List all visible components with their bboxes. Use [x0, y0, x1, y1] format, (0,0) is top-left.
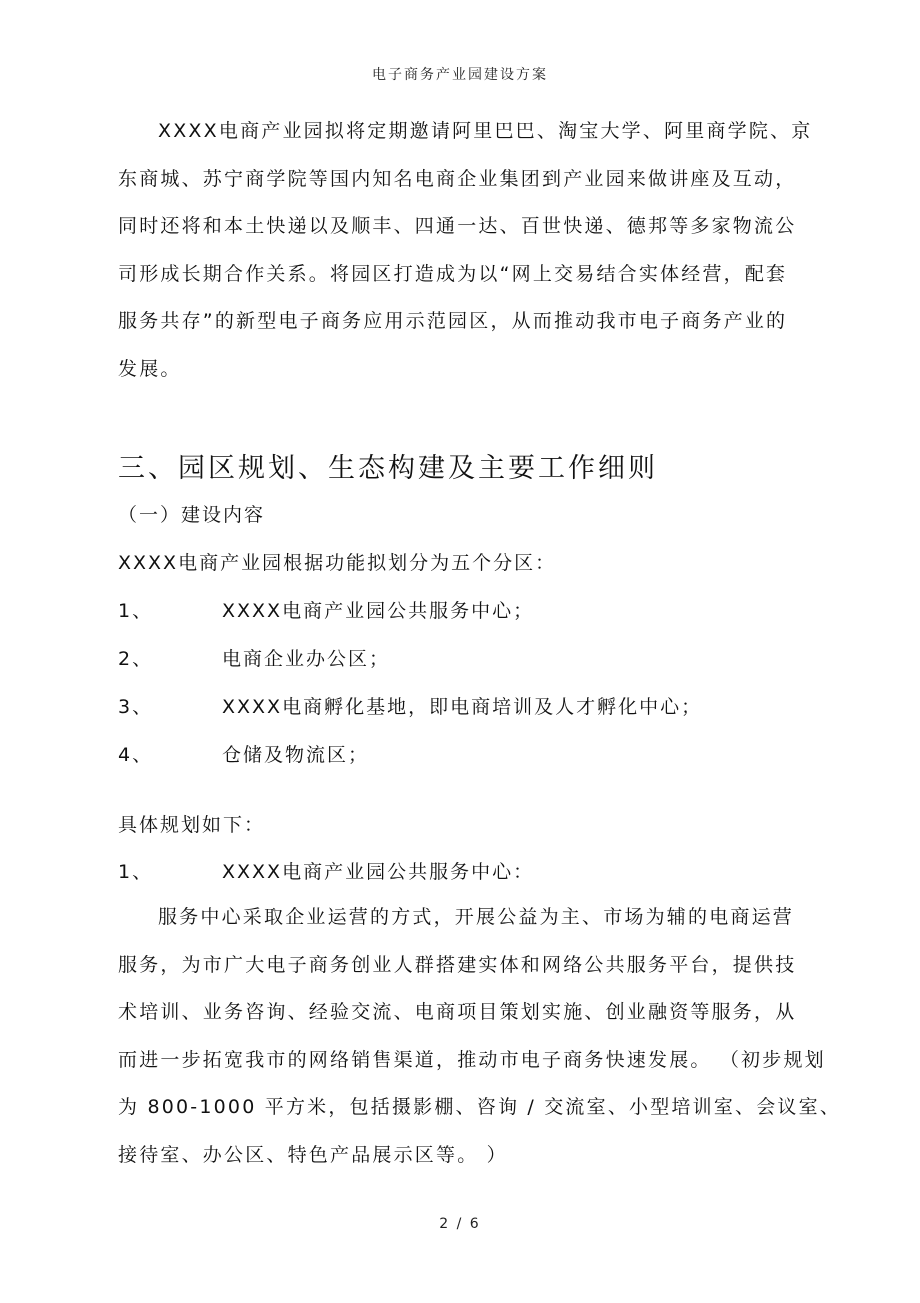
list-item: [118, 692, 818, 719]
list-item-number: 2、: [118, 648, 154, 670]
intro-line: 发展。: [118, 357, 182, 380]
list-item-text: XXXX电商产业园公共服务中心：: [222, 861, 535, 883]
list-item: [118, 596, 818, 623]
service-line: 为 800-1000 平方米，包括摄影棚、咨询 / 交流室、小型培训室、会议室、: [118, 1096, 842, 1118]
service-line: 接待室、办公区、特色产品展示区等。 ）: [118, 1143, 508, 1166]
list-item-number: 1、: [118, 861, 154, 883]
intro-line: XXXX电商产业园拟将定期邀请阿里巴巴、淘宝大学、阿里商学院、京: [158, 120, 813, 142]
intro-line: 东商城、苏宁商学院等国内知名电商企业集团到产业园来做讲座及互动，: [118, 167, 797, 190]
service-line: 术培训、业务咨询、经验交流、电商项目策划实施、创业融资等服务，从: [118, 1001, 797, 1023]
plan-intro: 具体规划如下：: [118, 814, 266, 836]
intro-line: 同时还将和本土快递以及顺丰、四通一达、百世快递、德邦等多家物流公: [118, 215, 797, 237]
service-line: 而进一步拓宽我市的网络销售渠道，推动市电子商务快速发展。 （初步规划: [118, 1048, 826, 1071]
service-paragraph: [118, 894, 842, 1179]
sub-title: （一）建设内容: [118, 504, 266, 526]
intro-line: 司形成长期合作关系。将园区打造成为以“网上交易结合实体经营，配套: [118, 262, 788, 285]
list-item-text: XXXX电商孵化基地，即电商培训及人才孵化中心；: [222, 696, 703, 718]
plan-item: [118, 857, 818, 884]
list-item: [118, 740, 818, 767]
list-item-number: 1、: [118, 600, 154, 622]
intro-paragraph: [118, 108, 813, 393]
list-item-text: 电商企业办公区；: [222, 648, 391, 670]
service-line: 服务，为市广大电子商务创业人群搭建实体和网络公共服务平台，提供技: [118, 953, 797, 976]
list-item-text: 仓储及物流区；: [222, 744, 370, 766]
service-line: 服务中心采取企业运营的方式，开展公益为主、市场为辅的电商运营: [158, 906, 795, 928]
list-item-number: 4、: [118, 744, 154, 766]
page-header: 电子商务产业园建设方案: [372, 67, 548, 83]
list-item: [118, 644, 818, 671]
list-item-text: XXXX电商产业园公共服务中心；: [222, 600, 535, 622]
page-number: 2 / 6: [439, 1216, 481, 1232]
section-title: 三、园区规划、生态构建及主要工作细则: [118, 453, 658, 484]
list-item-number: 3、: [118, 696, 154, 718]
zones-intro: XXXX电商产业园根据功能拟划分为五个分区：: [118, 552, 557, 574]
intro-line: 服务共存”的新型电子商务应用示范园区，从而推动我市电子商务产业的: [118, 310, 788, 332]
